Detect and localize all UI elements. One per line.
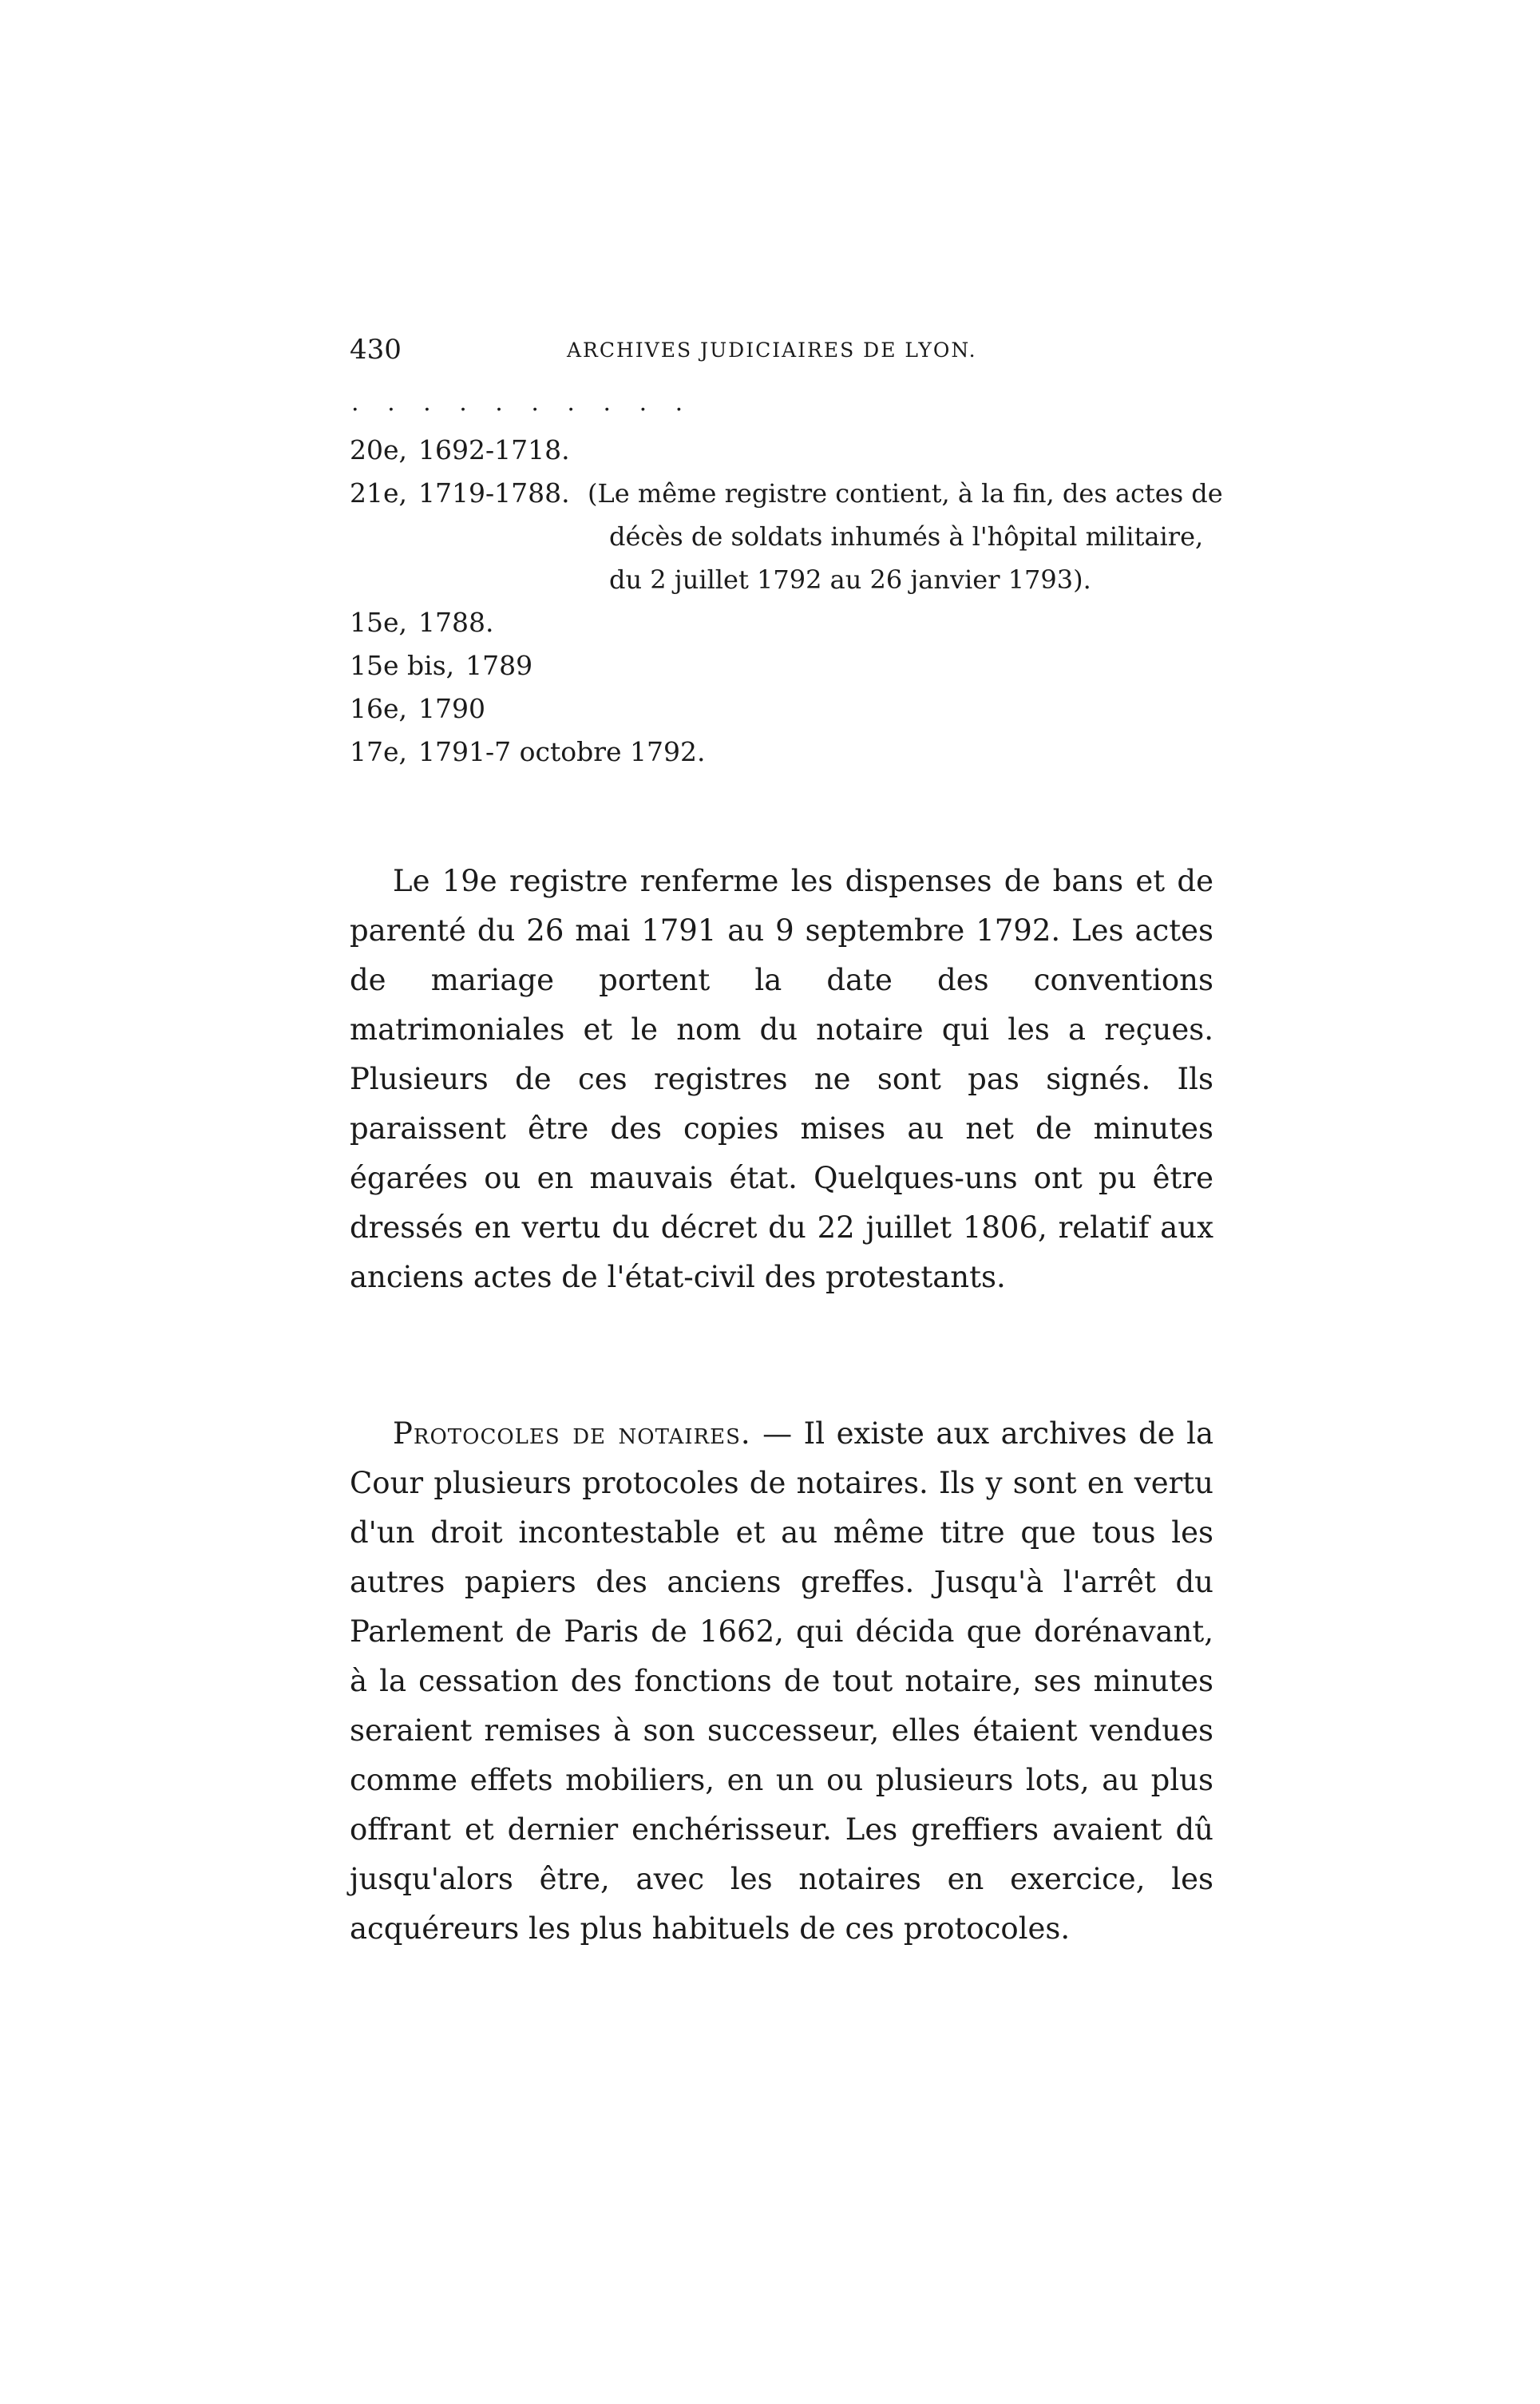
body-paragraph: Le 19e registre renferme les dispenses de bans et de parenté du 26 mai 1791 au 9 septembre 1792. Les actes de mariage portent la date des conventions matrimoniales et le nom du notaire qui les a reçues. Plusieurs de ces registres ne sont pas signés. Ils paraissent être des copies mises au net de minutes égarées ou en mauvais état. Quelques-uns ont pu être dressés en vertu du décret du 22 juillet 1806, relatif aux anciens actes de l'état-civil des protestants. [350, 864, 1213, 1294]
register-number: 17e, [350, 736, 408, 767]
register-number: 20e, [350, 434, 408, 465]
register-years: 1790 [418, 693, 485, 724]
page-number: 430 [350, 334, 402, 366]
register-list [350, 429, 1228, 774]
register-note-continued: du 2 juillet 1792 au 26 janvier 1793). [609, 564, 1091, 595]
register-line [350, 601, 1228, 644]
register-line [350, 472, 1228, 515]
section-body: — Il existe aux archives de la Cour plusieurs protocoles de notaires. Ils y sont en vertu d'un droit incontestable et au même titre que tous les autres papiers des anciens greffes. Jusqu'à l'arrêt du Parlement de Paris de 1662, qui décida que dorénavant, à la cessation des fonctions de tout notaire, ses minutes seraient remises à son successeur, elles étaient vendues comme effets mobiliers, en un ou plusieurs lots, au plus offrant et dernier enchérisseur. Les greffiers avaient dû jusqu'alors être, avec les notaires en exercice, les acquéreurs les plus habituels de ces protocoles. [350, 1416, 1214, 1946]
register-number: 21e, [350, 477, 408, 509]
register-years: 1692-1718. [418, 434, 570, 465]
section-heading: Protocoles de notaires. [393, 1416, 751, 1451]
body-paragraph [350, 1409, 1213, 1954]
register-years: 1789 [465, 650, 533, 681]
page-header [350, 334, 1220, 374]
register-years: 1791-7 octobre 1792. [418, 736, 706, 767]
register-number: 15e bis, [350, 650, 455, 681]
register-line [350, 644, 1228, 687]
register-note-continued: décès de soldats inhumés à l'hôpital militaire, [609, 521, 1204, 552]
register-line [350, 429, 1228, 472]
register-line [350, 731, 1228, 774]
running-head: ARCHIVES JUDICIAIRES DE LYON. [567, 339, 977, 362]
register-note: (Le même registre contient, à la fin, des actes de [588, 478, 1223, 509]
register-years: 1719-1788. [418, 477, 570, 509]
register-number: 15e, [350, 607, 408, 638]
register-number: 16e, [350, 693, 408, 724]
register-line [350, 687, 1228, 731]
ellipsis-dots: . . . . . . . . . . [351, 389, 694, 417]
register-years: 1788. [418, 607, 494, 638]
